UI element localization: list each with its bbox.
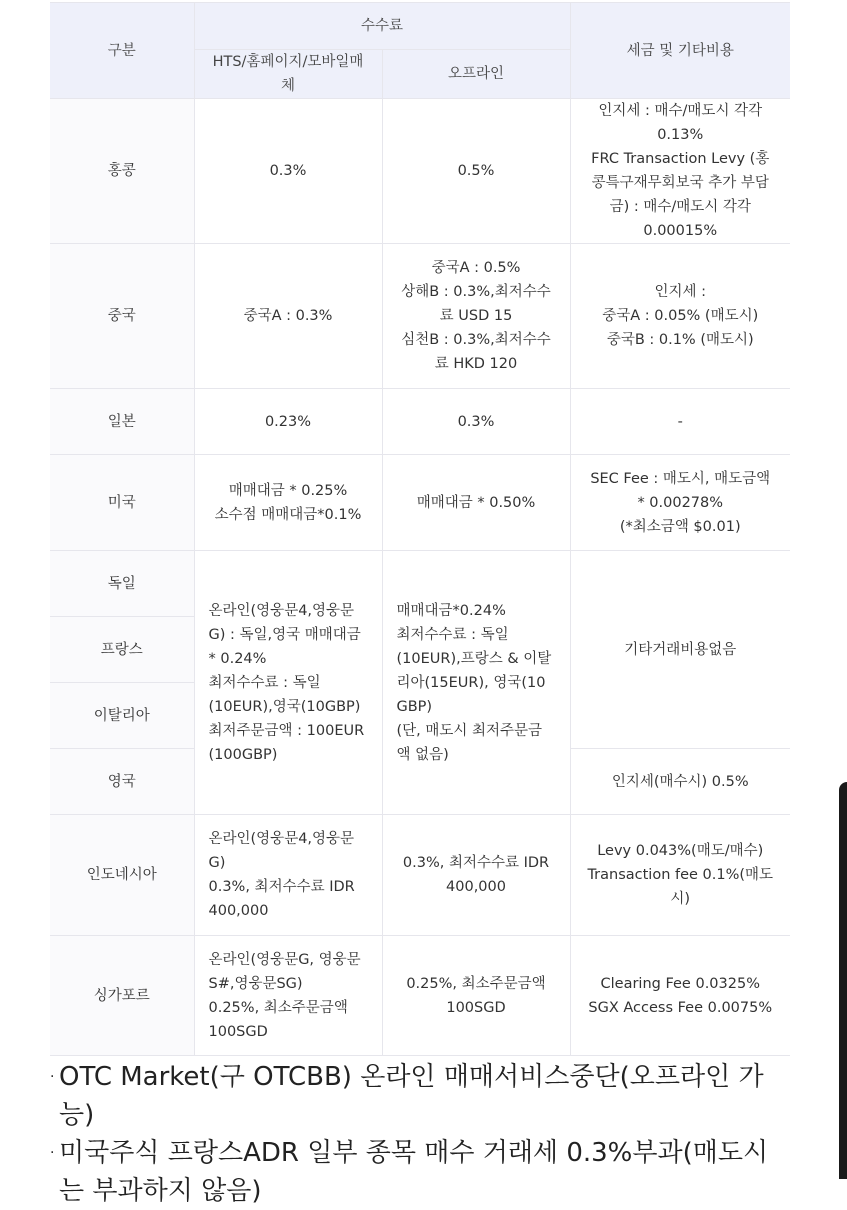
header-fee: 수수료 xyxy=(194,3,570,50)
header-online: HTS/홈페이지/모바일매체 xyxy=(194,50,382,99)
country-italy: 이탈리아 xyxy=(50,683,194,749)
offline-fee-hongkong: 0.5% xyxy=(382,99,570,244)
table-row-germany xyxy=(50,551,790,617)
online-fee-indonesia: 온라인(영웅문4,영웅문G) 0.3%, 최저수수료 IDR 400,000 xyxy=(194,815,382,936)
header-category: 구분 xyxy=(50,3,194,99)
online-fee-china: 중국A : 0.3% xyxy=(194,244,382,389)
note-adr-text: 미국주식 프랑스ADR 일부 종목 매수 거래세 0.3%부과(매도시는 부과하지 않음) xyxy=(59,1138,769,1206)
tax-uk: 인지세(매수시) 0.5% xyxy=(570,749,790,815)
tax-europe: 기타거래비용없음 xyxy=(570,551,790,749)
header-offline: 오프라인 xyxy=(382,50,570,99)
online-fee-singapore: 온라인(영웅문G, 영웅문S#,영웅문SG) 0.25%, 최소주문금액100SGD xyxy=(194,936,382,1056)
tax-usa: SEC Fee : 매도시, 매도금액 * 0.00278% (*최소금액 $0.01) xyxy=(570,455,790,551)
country-singapore: 싱가포르 xyxy=(50,936,194,1056)
country-japan: 일본 xyxy=(50,389,194,455)
offline-fee-indonesia: 0.3%, 최저수수료 IDR 400,000 xyxy=(382,815,570,936)
note-otc-text: OTC Market(구 OTCBB) 온라인 매매서비스중단(오프라인 가능) xyxy=(59,1062,764,1130)
online-fee-hongkong: 0.3% xyxy=(194,99,382,244)
table-row-indonesia xyxy=(50,815,790,936)
online-fee-japan: 0.23% xyxy=(194,389,382,455)
country-hongkong: 홍콩 xyxy=(50,99,194,244)
offline-fee-singapore: 0.25%, 최소주문금액100SGD xyxy=(382,936,570,1056)
tax-singapore: Clearing Fee 0.0325% SGX Access Fee 0.0075% xyxy=(570,936,790,1056)
country-usa: 미국 xyxy=(50,455,194,551)
offline-fee-europe: 매매대금*0.24% 최저수수료 : 독일(10EUR),프랑스 & 이탈리아(15EUR), 영국(10 GBP) (단, 매도시 최저주문금액 없음) xyxy=(382,551,570,815)
country-china: 중국 xyxy=(50,244,194,389)
offline-fee-china: 중국A : 0.5% 상해B : 0.3%,최저수수료 USD 15 심천B : 0.3%,최저수수료 HKD 120 xyxy=(382,244,570,389)
online-fee-usa: 매매대금 * 0.25% 소수점 매매대금*0.1% xyxy=(194,455,382,551)
bullet-icon: · xyxy=(50,1069,55,1085)
offline-fee-usa: 매매대금 * 0.50% xyxy=(382,455,570,551)
tax-china: 인지세 : 중국A : 0.05% (매도시) 중국B : 0.1% (매도시) xyxy=(570,244,790,389)
table-row-singapore xyxy=(50,936,790,1056)
tax-japan: - xyxy=(570,389,790,455)
tax-indonesia: Levy 0.043%(매도/매수) Transaction fee 0.1%(매도시) xyxy=(570,815,790,936)
notes-section xyxy=(50,1058,790,1210)
table-row-hongkong xyxy=(50,99,790,244)
country-france: 프랑스 xyxy=(50,617,194,683)
table-row-usa xyxy=(50,455,790,551)
header-tax: 세금 및 기타비용 xyxy=(570,3,790,99)
country-indonesia: 인도네시아 xyxy=(50,815,194,936)
fee-table xyxy=(50,2,790,1056)
tax-hongkong: 인지세 : 매수/매도시 각각 0.13% FRC Transaction Levy (홍콩특구재무회보국 추가 부담금) : 매수/매도시 각각 0.00015% xyxy=(570,99,790,244)
table-row-china xyxy=(50,244,790,389)
table-row-japan xyxy=(50,389,790,455)
bullet-icon: · xyxy=(50,1145,55,1161)
device-edge xyxy=(839,782,847,1179)
offline-fee-japan: 0.3% xyxy=(382,389,570,455)
online-fee-europe: 온라인(영웅문4,영웅문G) : 독일,영국 매매대금* 0.24% 최저수수료 : 독일(10EUR),영국(10GBP) 최저주문금액 : 100EUR (100GBP) xyxy=(194,551,382,815)
note-adr xyxy=(50,1134,790,1210)
country-uk: 영국 xyxy=(50,749,194,815)
country-germany: 독일 xyxy=(50,551,194,617)
note-otc xyxy=(50,1058,790,1134)
